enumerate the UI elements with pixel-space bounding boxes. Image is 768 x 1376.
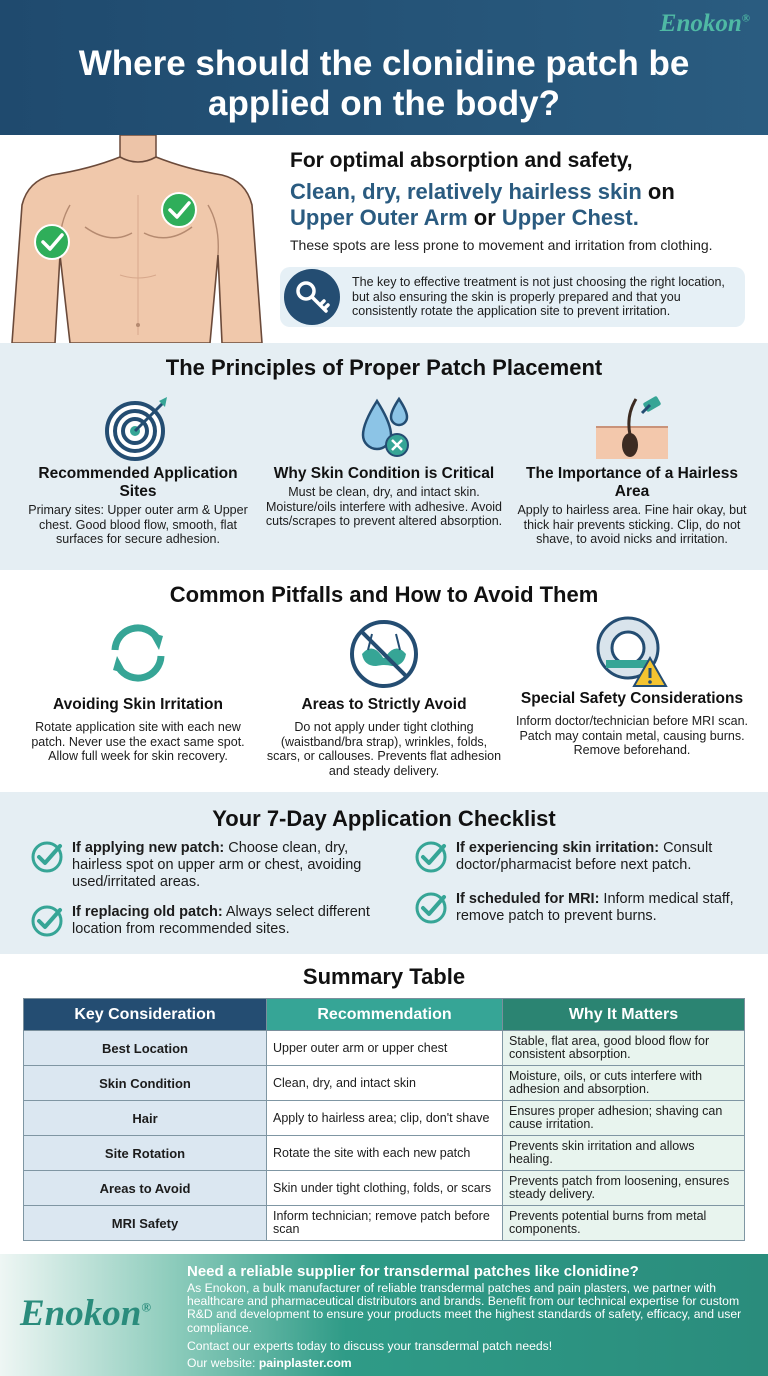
check-circle-icon — [414, 840, 448, 874]
principle-text: Must be clean, dry, and intact skin. Moisture/oils interfere with adhesive. Avoid cuts/scrapes to prevent altered absorption. — [265, 485, 503, 528]
brand-logo-bottom: Enokon® — [20, 1293, 152, 1334]
pitfall-item — [264, 618, 504, 778]
table-cell: Skin Condition — [24, 1066, 267, 1101]
table-row — [24, 1066, 745, 1101]
hero-recommendation: Clean, dry, relatively hairless skin on Upper Outer Arm or Upper Chest. — [290, 179, 675, 230]
table-row — [24, 1206, 745, 1241]
pitfall-title: Areas to Strictly Avoid — [301, 696, 467, 713]
table-cell: Inform technician; remove patch before scan — [267, 1206, 503, 1241]
table-cell: Apply to hairless area; clip, don't shave — [267, 1101, 503, 1136]
principle-text: Apply to hairless area. Fine hair okay, but thick hair prevents sticking. Clip, do not shave, to avoid nicks and irritation. — [517, 503, 747, 546]
key-icon — [284, 269, 340, 325]
pitfall-item — [512, 614, 752, 758]
pitfall-text: Do not apply under tight clothing (waistband/bra strap), wrinkles, folds, scars, or callouses. Prevents flat adhesion and steady delivery. — [266, 720, 502, 778]
table-cell: Moisture, oils, or cuts interfere with adhesion and absorption. — [503, 1066, 745, 1101]
hair-follicle-icon — [592, 395, 672, 463]
summary-table — [23, 998, 745, 1241]
check-circle-icon — [414, 891, 448, 925]
principle-item — [512, 395, 752, 547]
table-cell: Prevents potential burns from metal components. — [503, 1206, 745, 1241]
check-circle-icon — [30, 840, 64, 874]
pitfall-title: Special Safety Considerations — [520, 690, 744, 707]
torso-illustration — [0, 135, 275, 343]
check-circle-icon — [30, 904, 64, 938]
principle-title: The Importance of a Hairless Area — [526, 465, 738, 500]
pitfall-item — [18, 618, 258, 764]
table-row — [24, 1171, 745, 1206]
target-icon — [103, 395, 173, 463]
table-cell: Best Location — [24, 1031, 267, 1066]
principles-title: The Principles of Proper Patch Placement — [165, 355, 603, 380]
page-title: Where should the clonidine patch be applied on the body? — [78, 44, 690, 123]
mri-warning-icon — [592, 614, 672, 690]
table-row — [24, 1031, 745, 1066]
table-header: Recommendation — [267, 999, 503, 1031]
hero-subtext: These spots are less prone to movement and irritation from clothing. — [290, 237, 713, 253]
website-link[interactable]: painplaster.com — [258, 1356, 352, 1370]
principle-item — [18, 395, 258, 547]
table-row — [24, 1101, 745, 1136]
table-cell: Ensures proper adhesion; shaving can cause irritation. — [503, 1101, 745, 1136]
key-callout-text: The key to effective treatment is not just choosing the right location, but also ensuring the skin is properly prepared and that you consistently rotate the application site to prevent irritation. — [352, 275, 725, 318]
pitfalls-title: Common Pitfalls and How to Avoid Them — [169, 582, 599, 607]
pitfalls-section — [0, 570, 768, 792]
check-icon-chest — [162, 193, 196, 227]
pitfall-text: Inform doctor/technician before MRI scan. Patch may contain metal, causing burns. Remove beforehand. — [515, 714, 749, 757]
table-header: Why It Matters — [503, 999, 745, 1031]
checklist-title: Your 7-Day Application Checklist — [212, 806, 556, 831]
hero-section — [0, 135, 768, 343]
table-cell: Prevents skin irritation and allows healing. — [503, 1136, 745, 1171]
footer-website: Our website: painplaster.com — [187, 1356, 352, 1370]
footer-cta: Contact our experts today to discuss your transdermal patch needs! — [187, 1339, 553, 1353]
footer-body: As Enokon, a bulk manufacturer of reliable transdermal patches and pain plasters, we partner with healthcare and pharmaceutical distributors and brands. Benefit from our technical expertise for custom R&D and development to ensure your products meet the highest standards of safety, efficacy, and user compliance. — [187, 1281, 742, 1335]
footer-banner — [0, 1254, 768, 1376]
table-cell: Areas to Avoid — [24, 1171, 267, 1206]
brand-logo-top: Enokon® — [659, 10, 750, 37]
principle-title: Why Skin Condition is Critical — [273, 465, 495, 482]
footer-headline: Need a reliable supplier for transdermal patches like clonidine? — [187, 1263, 639, 1280]
table-cell: Stable, flat area, good blood flow for consistent absorption. — [503, 1031, 745, 1066]
hero-intro: For optimal absorption and safety, — [290, 149, 633, 172]
rotate-arrows-icon — [103, 618, 173, 688]
table-cell: Hair — [24, 1101, 267, 1136]
table-row — [24, 1136, 745, 1171]
principle-item — [264, 395, 504, 529]
principles-section — [0, 343, 768, 570]
table-cell: Upper outer arm or upper chest — [267, 1031, 503, 1066]
table-cell: Site Rotation — [24, 1136, 267, 1171]
checklist-section: Your 7-Day Application Checklist If applying new patch: Choose clean, dry, hairless spot on upper arm or chest, avoiding used/irritated areas. If replacing old patch: Always select different location from recommended sites. If experiencing skin irritation: Consult doctor/pharmacist before next patch. If scheduled for MRI: Inform medical staff, remove patch to prevent burns. — [0, 792, 768, 954]
pitfall-title: Avoiding Skin Irritation — [53, 696, 223, 713]
summary-title: Summary Table — [302, 964, 466, 989]
header-banner — [0, 0, 768, 135]
principle-title: Recommended Application Sites — [38, 465, 238, 500]
pitfall-text: Rotate application site with each new patch. Never use the exact same spot. Allow full week for skin recovery. — [31, 720, 245, 763]
table-cell: MRI Safety — [24, 1206, 267, 1241]
table-cell: Prevents patch from loosening, ensures steady delivery. — [503, 1171, 745, 1206]
table-cell: Rotate the site with each new patch — [267, 1136, 503, 1171]
table-cell: Skin under tight clothing, folds, or scars — [267, 1171, 503, 1206]
no-bra-icon — [348, 618, 420, 690]
principle-text: Primary sites: Upper outer arm & Upper chest. Good blood flow, smooth, flat surfaces for secure adhesion. — [28, 503, 248, 546]
check-icon-arm — [35, 225, 69, 259]
water-drops-icon — [349, 395, 419, 463]
key-callout — [280, 267, 745, 327]
table-cell: Clean, dry, and intact skin — [267, 1066, 503, 1101]
table-header: Key Consideration — [24, 999, 267, 1031]
